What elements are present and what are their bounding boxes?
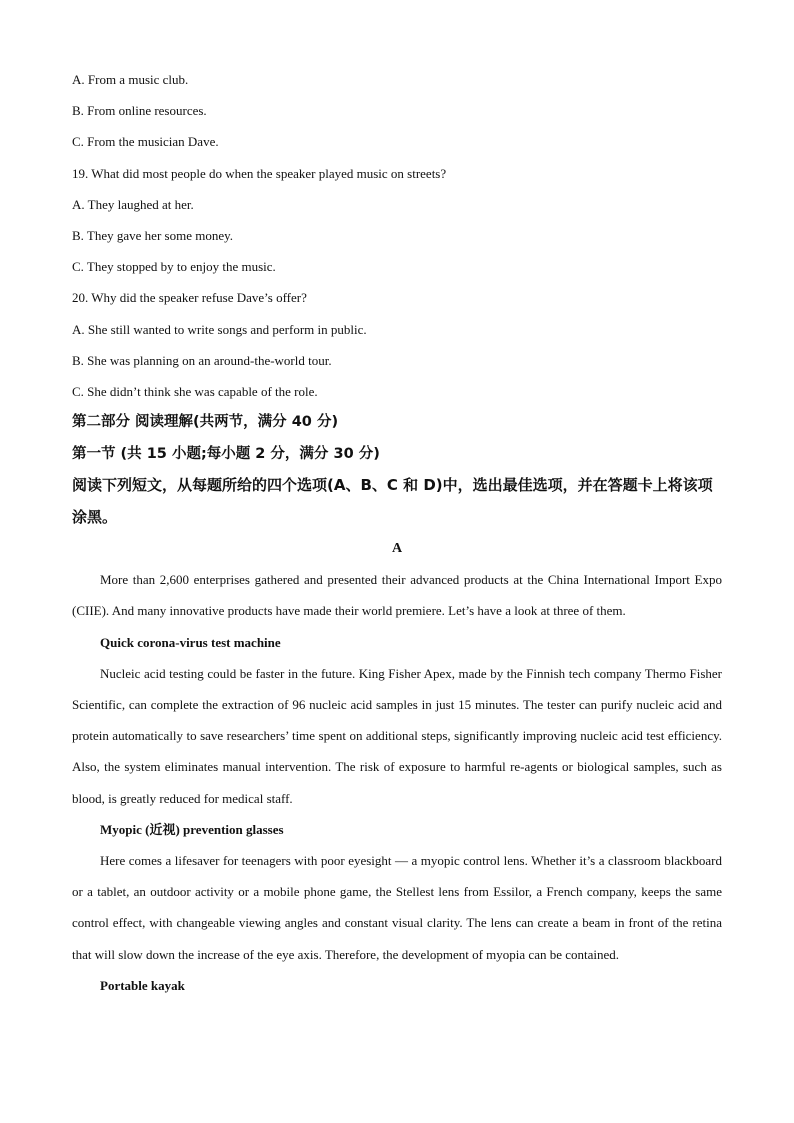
q19-question: 19. What did most people do when the speaker played music on streets? bbox=[72, 165, 447, 181]
q19-option-c: C. They stopped by to enjoy the music. bbox=[72, 259, 276, 275]
heading-myopic-glasses: Myopic (近视) prevention glasses bbox=[100, 821, 284, 837]
passage-letter: A bbox=[391, 541, 403, 557]
heading-portable-kayak: Portable kayak bbox=[100, 977, 185, 993]
paragraph-myopic-glasses: Here comes a lifesaver for teenagers with poor eyesight — a myopic control lens. Whether it’s a classroom blackboard or a tablet, an outdoor activity or a mobile phone game, the Stellest lens from Essilor, a French company, keeps the same control effect, with changeable viewing angles and constant visual clarity. The lens can create a beam in front of the retina that will slow down the increase of the eye axis. Therefore, the development of myopia can be contained. bbox=[72, 853, 722, 962]
q20-question: 20. Why did the speaker refuse Dave’s offer? bbox=[72, 290, 307, 306]
section2-part1-title: 第一节 (共 15 小题;每小题 2 分，满分 30 分) bbox=[72, 445, 380, 462]
paragraph-test-machine: Nucleic acid testing could be faster in the future. King Fisher Apex, made by the Finnish tech company Thermo Fisher Scientific, can complete the extraction of 96 nucleic acid samples in just 15 minutes. The tester can purify nucleic acid and protein automatically to save researchers’ time spent on additional steps, significantly improving nucleic acid test efficiency. Also, the system eliminates manual intervention. The risk of exposure to harmful re-agents or biological samples, such as blood, is greatly reduced for medical staff. bbox=[72, 665, 722, 806]
q20-option-c: C. She didn’t think she was capable of the role. bbox=[72, 383, 318, 399]
q18-option-c: C. From the musician Dave. bbox=[72, 134, 219, 150]
document-page bbox=[72, 64, 722, 1001]
q18-option-a: A. From a music club. bbox=[72, 72, 189, 87]
q20-option-a: A. She still wanted to write songs and perform in public. bbox=[72, 321, 367, 337]
section2-title: 第二部分 阅读理解(共两节，满分 40 分) bbox=[72, 414, 339, 431]
passage-intro: More than 2,600 enterprises gathered and presented their advanced products at the China International Import Expo (CIIE). And many innovative products have made their world premiere. Let’s have a look at three of them. bbox=[72, 572, 722, 619]
section2-instruction: 阅读下列短文，从每题所给的四个选项(A、B、C 和 D)中，选出最佳选项，并在答题卡上将该项涂黑。 bbox=[72, 476, 713, 526]
q18-option-b: B. From online resources. bbox=[72, 103, 207, 119]
q19-option-a: A. They laughed at her. bbox=[72, 196, 194, 212]
heading-test-machine: Quick corona-virus test machine bbox=[100, 634, 281, 650]
q20-option-b: B. She was planning on an around-the-world tour. bbox=[72, 352, 332, 368]
q19-option-b: B. They gave her some money. bbox=[72, 227, 234, 243]
